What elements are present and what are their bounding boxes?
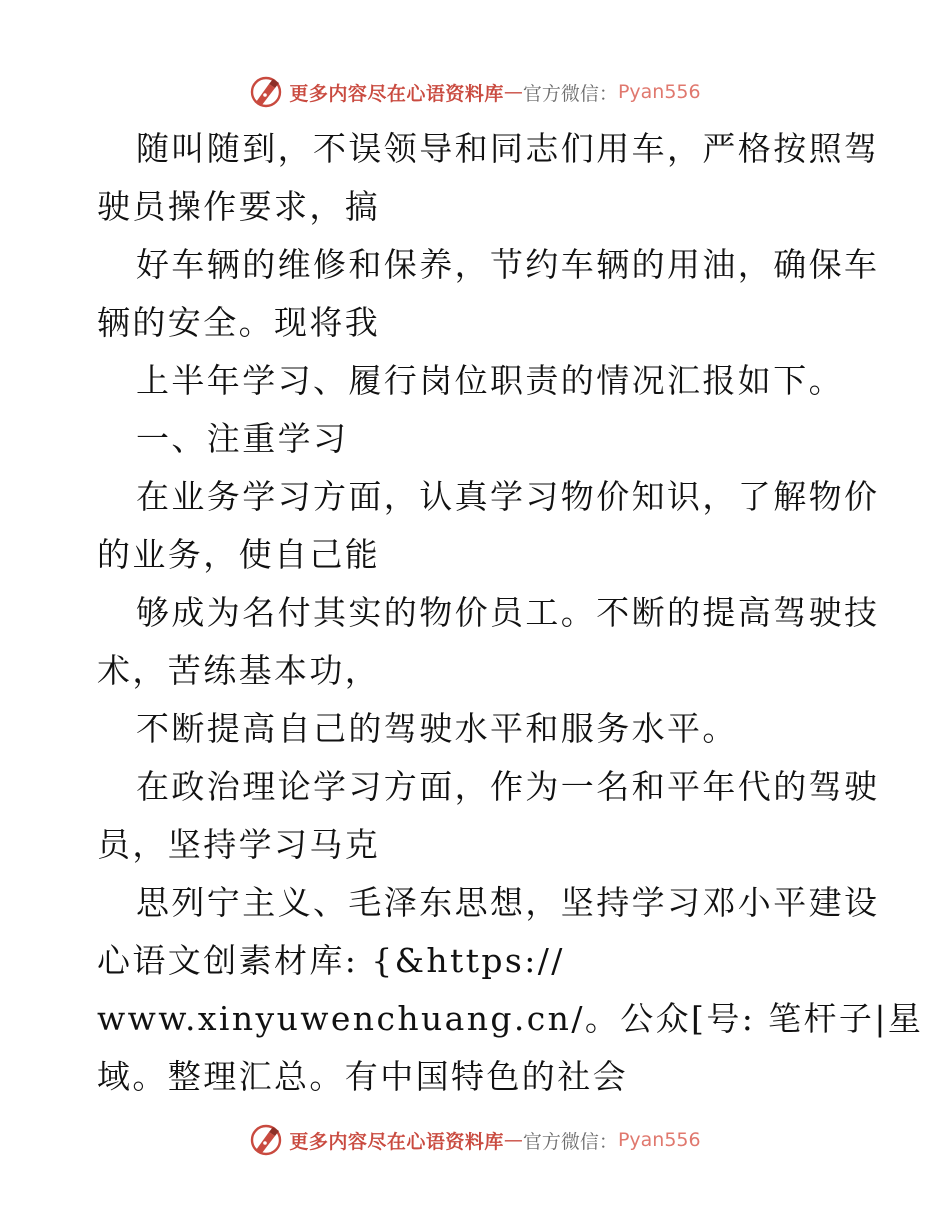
banner-lead: 更多内容尽在心语资料库 xyxy=(289,1130,504,1153)
banner-lead: 更多内容尽在心语资料库 xyxy=(289,82,504,105)
text-line: 够成为名付其实的物价员工。不断的提高驾驶技 xyxy=(136,593,880,632)
text-line: 驶员操作要求，搞 xyxy=(97,187,381,226)
banner-dash: — xyxy=(503,1129,523,1151)
banner-official: 官方微信： xyxy=(522,1130,618,1153)
text-line: 随叫随到，不误领导和同志们用车，严格按照驾 xyxy=(136,129,880,168)
document-body xyxy=(97,120,924,1106)
text-line: 上半年学习、履行岗位职责的情况汇报如下。 xyxy=(136,361,844,400)
section-heading: 一、注重学习 xyxy=(136,419,349,458)
banner-handle: Pyan556 xyxy=(617,1129,701,1151)
text-line: 不断提高自己的驾驶水平和服务水平。 xyxy=(136,709,738,748)
pen-nib-circle-icon xyxy=(249,75,283,109)
banner-official: 官方微信： xyxy=(522,82,618,105)
text-line: 域。整理汇总。有中国特色的社会 xyxy=(97,1057,628,1096)
text-line: 员，坚持学习马克 xyxy=(97,825,381,864)
footer-banner xyxy=(0,1120,950,1160)
pen-nib-circle-icon xyxy=(249,1123,283,1157)
text-line: 好车辆的维修和保养，节约车辆的用油，确保车 xyxy=(136,245,880,284)
text-line: www.xinyuwenchuang.cn/。公众[号: 笔杆子|星 xyxy=(97,999,924,1038)
text-line: 辆的安全。现将我 xyxy=(97,303,381,342)
header-banner xyxy=(0,72,950,112)
text-line: 的业务，使自己能 xyxy=(97,535,381,574)
text-line: 在政治理论学习方面，作为一名和平年代的驾驶 xyxy=(136,767,880,806)
text-line: 思列宁主义、毛泽东思想，坚持学习邓小平建设 xyxy=(136,883,880,922)
text-line: 在业务学习方面，认真学习物价知识，了解物价 xyxy=(136,477,880,516)
text-line: 术，苦练基本功， xyxy=(97,651,381,690)
banner-handle: Pyan556 xyxy=(617,81,701,103)
text-line: 心语文创素材库: {&https:// xyxy=(97,941,565,980)
banner-dash: — xyxy=(503,81,523,103)
